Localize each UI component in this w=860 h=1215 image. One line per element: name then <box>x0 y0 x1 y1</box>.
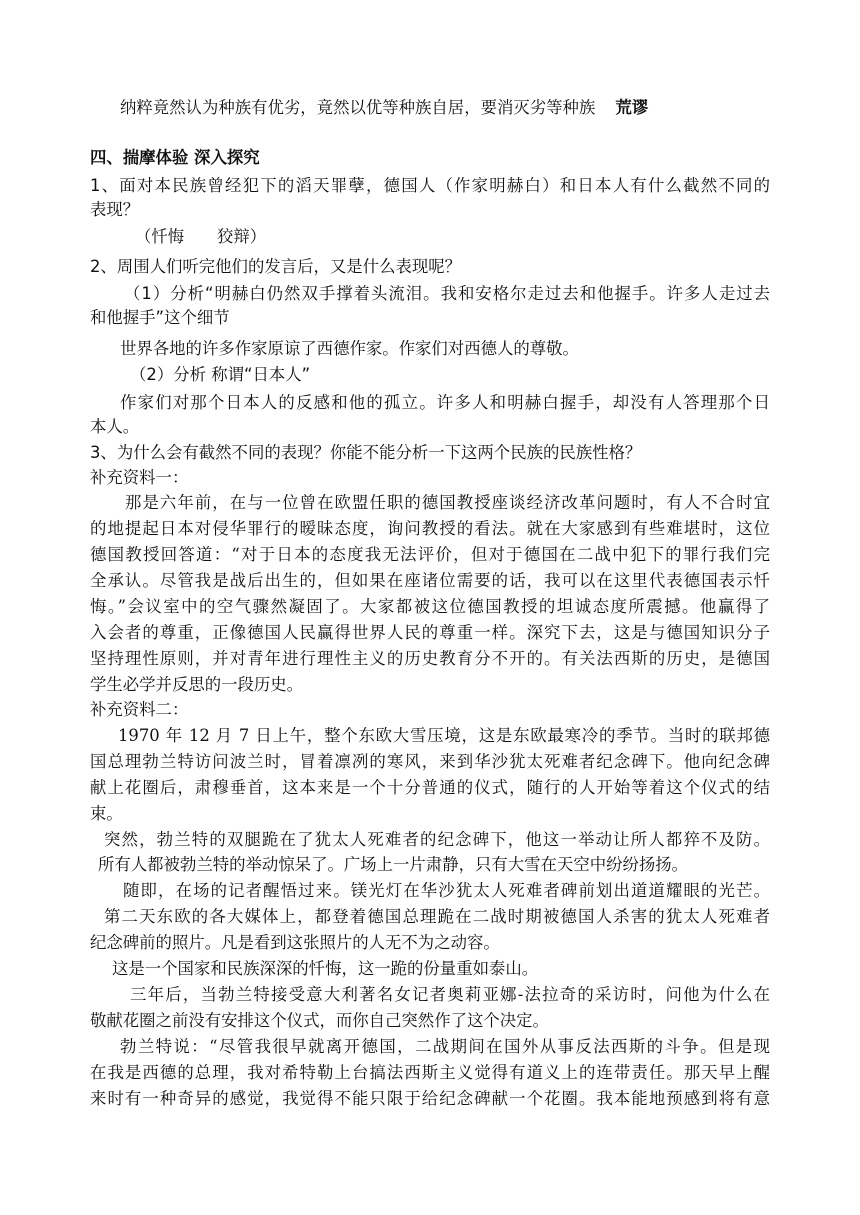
material-2-paragraph-8-line: 来时有一种奇异的感觉，我觉得不能只限于给纪念碑献一个花圈。我本能地预感到将有意 <box>90 1089 770 1108</box>
material-1-line: 坚持理性原则，并对青年进行理性主义的历史教育分不开的。有关法西斯的历史，是德国 <box>90 649 770 668</box>
material-2-paragraph-2: 突然，勃兰特的双腿跪在了犹太人死难者的纪念碑下，他这一举动让所人都猝不及防。 <box>104 830 770 849</box>
question-2: 2、周围人们听完他们的发言后，又是什么表现呢？ <box>90 257 462 276</box>
question-2-part-2: （2）分析 称谓“日本人” <box>130 365 311 384</box>
material-1-label: 补充资料一： <box>90 468 189 487</box>
material-2-paragraph-1-line: 献上花圈后，肃穆垂首，这本来是一个十分普通的仪式，随行的人开始等着这个仪式的结 <box>90 778 770 797</box>
material-1-line: 德国教授回答道：“对于日本的态度我无法评价，但对于德国在二战中犯下的罪行我们完 <box>90 545 770 564</box>
material-2-paragraph-4: 随即，在场的记者醒悟过来。镁光灯在华沙犹太人死难者碑前划出道道耀眼的光芒。 <box>123 881 770 900</box>
material-2-label: 补充资料二： <box>90 700 189 719</box>
material-1-line: 的地提起日本对侵华罪行的暧昧态度，询问教授的看法。就在大家感到有些难堪时，这位 <box>90 519 770 538</box>
question-2-part-1-line-2: 和他握手”这个细节 <box>90 308 230 327</box>
material-2-paragraph-5-line-2: 纪念碑前的照片。凡是看到这张照片的人无不为之动容。 <box>90 933 500 952</box>
intro-line <box>120 96 648 120</box>
material-2-paragraph-7-line-2: 敬献花圈之前没有安排这个仪式，而你自己突然作了这个决定。 <box>90 1011 549 1030</box>
material-2-paragraph-1-line: 国总理勃兰特访问波兰时，冒着凛冽的寒风，来到华沙犹太死难者纪念碑下。他向纪念碑 <box>90 752 770 771</box>
material-2-paragraph-6: 这是一个国家和民族深深的忏悔，这一跪的份量重如泰山。 <box>112 959 539 978</box>
material-1-line: 全承认。尽管我是战后出生的，但如果在座诸位需要的话，我可以在这里代表德国表示忏 <box>90 571 770 590</box>
material-2-paragraph-3: 所有人都被勃兰特的举动惊呆了。广场上一片肃静，只有大雪在天空中纷纷扬扬。 <box>98 855 689 874</box>
question-1-line-1: 1、面对本民族曾经犯下的滔天罪孽，德国人（作家明赫白）和日本人有什么截然不同的 <box>90 176 770 195</box>
question-2-part-1-line-1: （1）分析“明赫白仍然双手撑着头流泪。我和安格尔走过去和他握手。许多人走过去 <box>124 284 770 303</box>
question-1-line-2: 表现？ <box>90 200 140 219</box>
material-2-paragraph-8-line: 勃兰特说：“尽管我很早就离开德国，二战期间在国外从事反法西斯的斗争。但是现 <box>120 1037 770 1056</box>
question-1-answer: （忏悔 狡辩） <box>135 227 267 246</box>
material-1-line: 入会者的尊重，正像德国人民赢得世界人民的尊重一样。深究下去，这是与德国知识分子 <box>90 623 770 642</box>
question-2-part-1-answer: 世界各地的许多作家原谅了西德作家。作家们对西德人的尊敬。 <box>120 339 579 358</box>
material-2-paragraph-8-line: 在我是西德的总理，我对希特勒上台搞法西斯主义觉得有道义上的连带责任。那天早上醒 <box>90 1063 770 1082</box>
material-1-line: 学生必学并反思的一段历史。 <box>90 675 304 694</box>
material-2-paragraph-5-line-1: 第二天东欧的各大媒体上，都登着德国总理跪在二战时期被德国人杀害的犹太人死难者 <box>104 907 770 926</box>
intro-text: 纳粹竟然认为种族有优劣，竟然以优等种族自居，要消灭劣等种族 <box>120 98 596 117</box>
question-2-part-2-answer-line-1: 作家们对那个日本人的反感和他的孤立。许多人和明赫白握手，却没有人答理那个日 <box>120 393 770 412</box>
question-2-part-2-answer-line-2: 本人。 <box>90 417 140 436</box>
intro-answer: 荒谬 <box>615 98 649 117</box>
material-2-paragraph-7-line-1: 三年后，当勃兰特接受意大利著名女记者奥莉亚娜-法拉奇的采访时，问他为什么在 <box>130 985 770 1004</box>
material-1-line: 那是六年前，在与一位曾在欧盟任职的德国教授座谈经济改革问题时，有人不合时宜 <box>125 493 770 512</box>
material-1-line: 悔。”会议室中的空气骤然凝固了。大家都被这位德国教授的坦诚态度所震撼。他赢得了 <box>90 597 770 616</box>
material-2-paragraph-1-line: 束。 <box>90 804 123 823</box>
question-3: 3、为什么会有截然不同的表现？你能不能分析一下这两个民族的民族性格？ <box>90 443 642 462</box>
section-heading: 四、揣摩体验 深入探究 <box>90 148 260 167</box>
material-2-paragraph-1-line: 1970 年 12 月 7 日上午，整个东欧大雪压境，这是东欧最寒冷的季节。当时的联邦德 <box>118 726 770 745</box>
